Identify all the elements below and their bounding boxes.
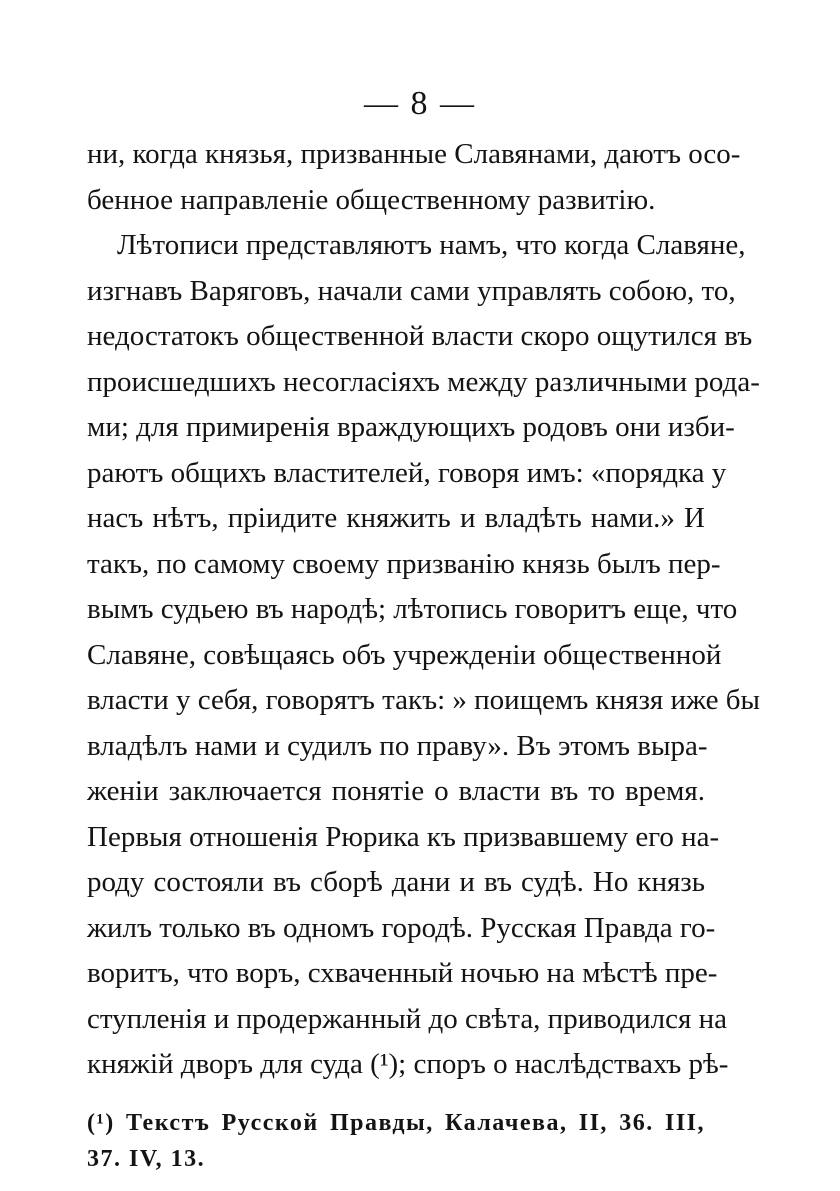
- text-line: такъ, по самому своему призванію князь былъ пер-: [87, 547, 721, 580]
- text-line: Лѣтописи представляютъ намъ, что когда Славяне,: [117, 229, 746, 261]
- text-line: воритъ, что воръ, схваченный ночью на мѣстѣ пре-: [87, 957, 718, 989]
- text-line: Первыя отношенія Рюрика къ призвавшему его на-: [87, 820, 720, 853]
- text-line: женіи заключается понятіе о власти въ то время.: [87, 775, 705, 807]
- footnote-line: (¹) Текстъ Русской Правды, Калачева, II, 36. III,: [87, 1109, 705, 1136]
- text-line: происшедшихъ несогласіяхъ между различными рода-: [87, 365, 760, 398]
- text-line: недостатокъ общественной власти скоро ощутился въ: [87, 320, 753, 352]
- text-line: власти у себя, говорятъ такъ: » поищемъ князя иже бы: [87, 684, 761, 716]
- text-line: бенное направленіе общественному развитію.: [87, 183, 656, 216]
- text-line: владѣлъ нами и судилъ по праву». Въ этомъ выра-: [87, 729, 708, 762]
- text-line: Славяне, совѣщаясь объ учрежденіи общественной: [87, 638, 722, 671]
- page-number: — 8 —: [364, 85, 476, 122]
- text-line: ми; для примиренія враждующихъ родовъ они изби-: [87, 411, 735, 443]
- text-line: княжій дворъ для суда (¹); споръ о наслѣдствахъ рѣ-: [87, 1048, 729, 1080]
- text-line: изгнавъ Варяговъ, начали сами управлять собою, то,: [87, 274, 736, 307]
- text-line: роду состояли въ сборѣ дани и въ судѣ. Но князь: [87, 866, 705, 898]
- text-line: ступленія и продержанный до свѣта, приводился на: [87, 1002, 727, 1035]
- text-line: ни, когда князья, призванные Славянами, даютъ осо-: [87, 138, 741, 170]
- text-line: вымъ судьею въ народѣ; лѣтопись говоритъ еще, что: [87, 593, 738, 625]
- footnote-line: 37. IV, 13.: [87, 1145, 206, 1172]
- text-line: раютъ общихъ властителей, говоря имъ: «порядка у: [87, 456, 727, 489]
- text-line: жилъ только въ одномъ городѣ. Русская Правда го-: [87, 911, 716, 944]
- text-line: насъ нѣтъ, пріидите княжить и владѣть нами.» И: [87, 502, 705, 534]
